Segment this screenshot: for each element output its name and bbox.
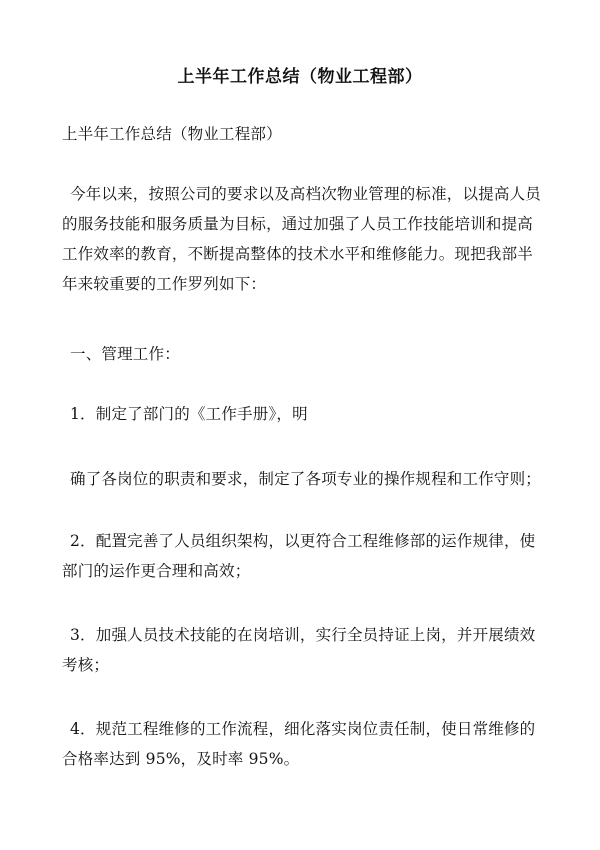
section-heading-management: 一、管理工作： (70, 345, 180, 363)
document-title: 上半年工作总结（物业工程部） (177, 67, 423, 87)
list-item: 1．制定了部门的《工作手册》，明 (70, 405, 308, 423)
list-item: 确了各岗位的职责和要求，制定了各项专业的操作规程和工作守则； (70, 470, 542, 488)
document-subtitle: 上半年工作总结（物业工程部） (62, 125, 282, 143)
list-item: 3．加强人员技术技能的在岗培训，实行全员持证上岗，并开展绩效考核； (62, 626, 536, 674)
list-item: 4．规范工程维修的工作流程，细化落实岗位责任制，使日常维修的合格率达到 95%，及时率 95%。 (62, 720, 536, 768)
intro-paragraph: 今年以来，按照公司的要求以及高档次物业管理的标准，以提高人员的服务技能和服务质量为目标，通过加强了人员工作技能培训和提高工作效率的教育，不断提高整体的技术水平和维修能力。现把我部半年来较重要的工作罗列如下： (62, 185, 542, 293)
list-item: 2．配置完善了人员组织架构，以更符合工程维修部的运作规律，使部门的运作更合理和高效； (62, 532, 536, 580)
